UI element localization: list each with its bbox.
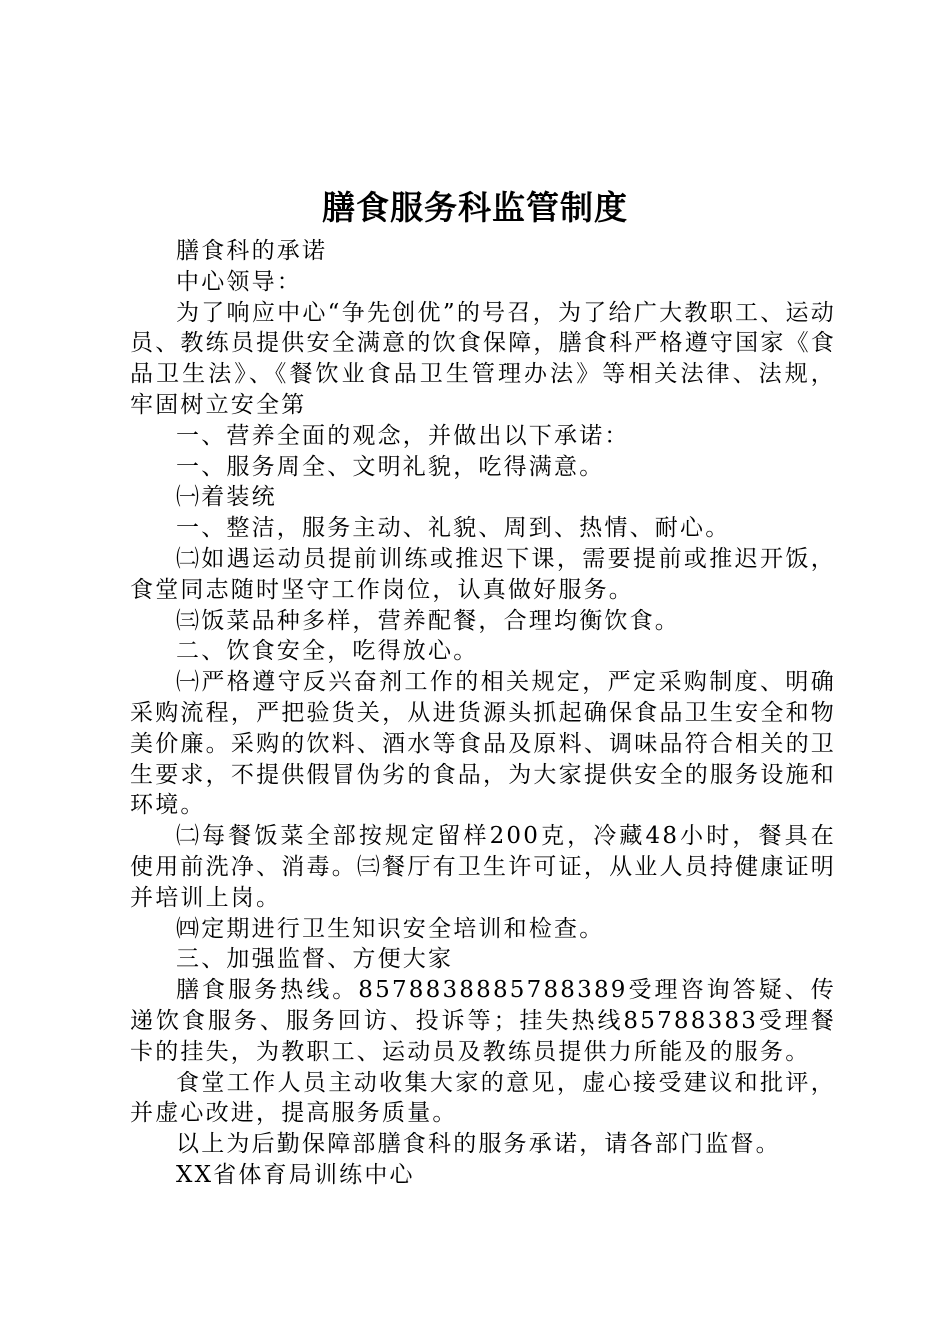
section-heading: 一、服务周全、文明礼貌，吃得满意。 (176, 453, 605, 480)
document-title: 膳食服务科监管制度 (322, 188, 628, 227)
paragraph: 一、整洁，服务主动、礼貌、周到、热情、耐心。 (176, 515, 731, 542)
paragraph-salutation: 中心领导： (176, 268, 302, 295)
section-heading: 三、加强监督、方便大家 (176, 946, 454, 973)
paragraph: ㈡如遇运动员提前训练或推迟下课，需要提前或推迟开饭，食堂同志随时坚守工作岗位，认真做好服务。 (130, 545, 836, 603)
paragraph-subtitle: 膳食科的承诺 (176, 238, 328, 264)
paragraph: ㈠着装统 (176, 484, 277, 511)
paragraph: ㈠严格遵守反兴奋剂工作的相关规定，严定采购制度、明确采购流程，严把验货关，从进货源头抓起确保食品卫生安全和物美价廉。采购的饮料、酒水等食品及原料、调味品符合相关的卫生要求，不提供假冒伪劣的食品，为大家提供安全的服务设施和环境。 (130, 669, 836, 819)
paragraph-closing: 以上为后勤保障部膳食科的服务承诺，请各部门监督。 (176, 1131, 781, 1158)
paragraph-signature: XX省体育局训练中心 (176, 1161, 415, 1188)
paragraph-hotline: 膳食服务热线。8578838885788389受理咨询答疑、传递饮食服务、服务回访、投诉等；挂失热线85788383受理餐卡的挂失，为教职工、运动员及教练员提供力所能及的服务。 (130, 977, 836, 1065)
paragraph: ㈢饭菜品种多样，营养配餐，合理均衡饮食。 (176, 607, 680, 634)
paragraph: 食堂工作人员主动收集大家的意见，虚心接受建议和批评，并虚心改进，提高服务质量。 (130, 1069, 836, 1127)
section-heading: 二、饮食安全，吃得放心。 (176, 638, 479, 665)
paragraph-intro: 为了响应中心“争先创优”的号召，为了给广大教职工、运动员、教练员提供安全满意的饮食保障，膳食科严格遵守国家《食品卫生法》、《餐饮业食品卫生管理办法》等相关法律、法规，牢固树立安全第 (130, 299, 836, 418)
paragraph: ㈡每餐饭菜全部按规定留样200克，冷藏48小时，餐具在使用前洗净、消毒。㈢餐厅有卫生许可证，从业人员持健康证明并培训上岗。 (130, 823, 836, 911)
document-body (130, 236, 836, 1191)
paragraph: 一、营养全面的观念，并做出以下承诺： (176, 422, 630, 449)
paragraph: ㈣定期进行卫生知识安全培训和检查。 (176, 915, 605, 942)
